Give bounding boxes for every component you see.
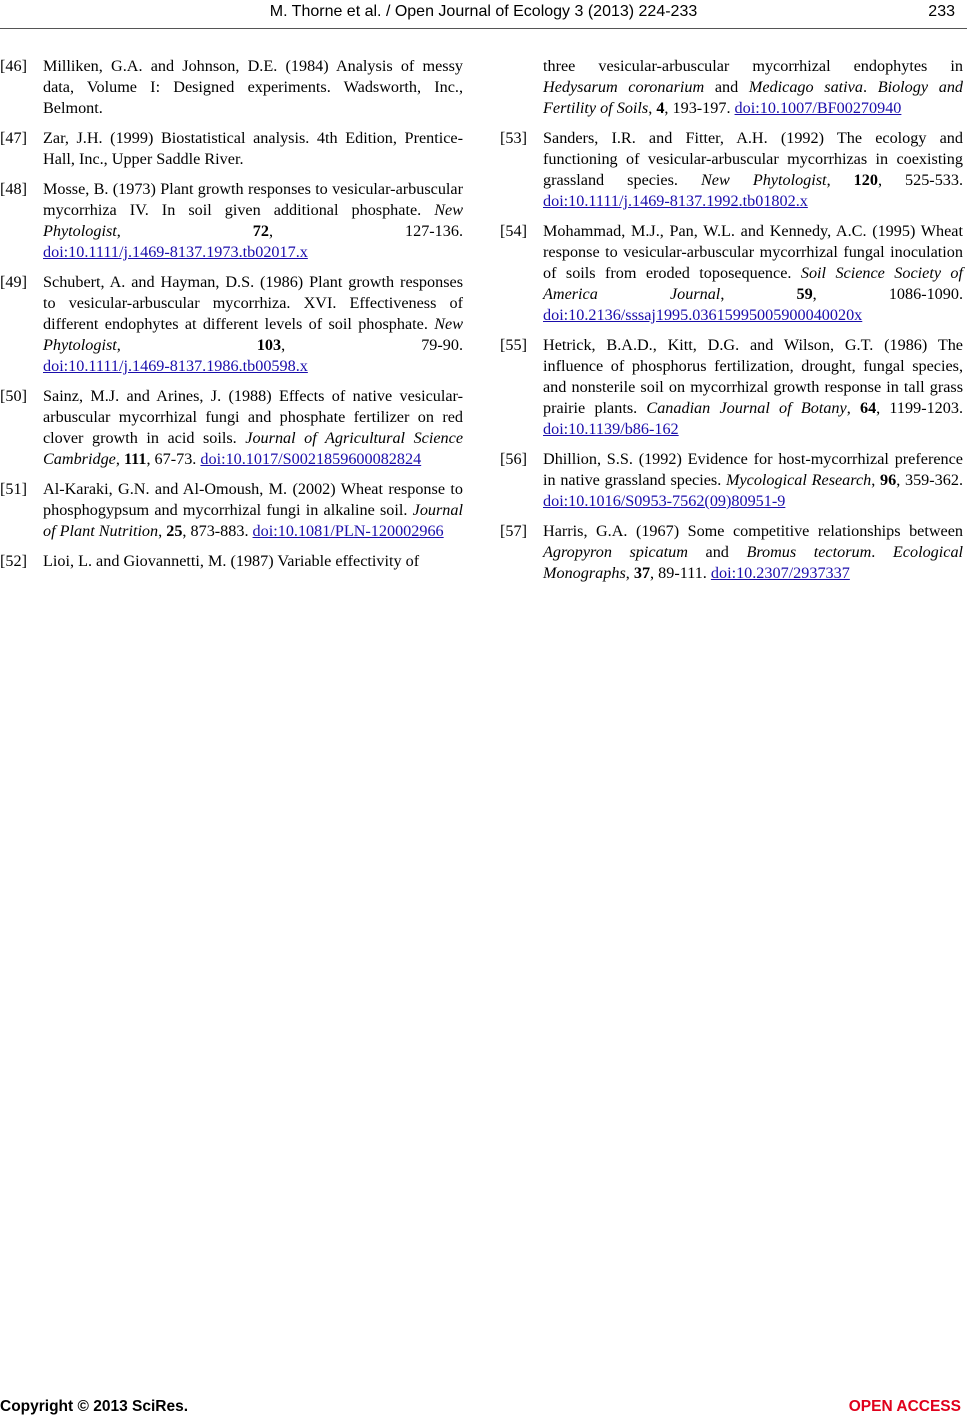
reference-entry	[500, 56, 963, 119]
reference-number: [55]	[500, 336, 527, 354]
reference-text: ,	[625, 564, 634, 582]
reference-text: ,	[871, 471, 881, 489]
reference-volume: 25	[166, 522, 183, 540]
reference-journal-title: Agropyron spicatum	[543, 543, 688, 561]
reference-volume: 64	[859, 399, 877, 417]
reference-number: [54]	[500, 222, 527, 240]
reference-text: ,	[648, 99, 657, 117]
reference-entry	[0, 56, 463, 119]
reference-journal-title: Mycological Research	[725, 471, 872, 489]
reference-entry	[0, 179, 463, 263]
reference-text: , 89-111.	[650, 564, 711, 582]
open-access-label: OPEN ACCESS	[848, 1398, 961, 1415]
running-header-title: M. Thorne et al. / Open Journal of Ecology 3 (2013) 224-233	[269, 3, 698, 20]
reference-volume: 37	[633, 564, 651, 582]
reference-text: ,	[826, 171, 854, 189]
doi-link[interactable]: doi:10.2307/2937337	[710, 564, 850, 582]
reference-journal-title: Medicago sativa	[748, 78, 863, 96]
reference-text: Al-Karaki, G.N. and Al-Omoush, M. (2002) Wheat response to phosphogypsum and mycorrhizal fungi in alkaline soil.	[43, 480, 463, 519]
reference-number: [48]	[0, 180, 27, 198]
page-number: 233	[928, 3, 955, 20]
reference-entry	[0, 272, 463, 377]
doi-link[interactable]: doi:10.1139/b86-162	[543, 420, 679, 438]
reference-journal-title: Ecological Monographs	[543, 543, 964, 582]
reference-text: ,	[158, 522, 167, 540]
reference-text: , 1199-1203.	[876, 399, 964, 417]
reference-text: .	[871, 543, 893, 561]
reference-number: [51]	[0, 480, 27, 498]
page-footer	[0, 1398, 967, 1416]
doi-link[interactable]: doi:10.1111/j.1469-8137.1986.tb00598.x	[43, 357, 308, 375]
doi-link[interactable]: doi:10.1016/S0953-7562(09)80951-9	[543, 492, 786, 510]
reference-text: ,	[115, 450, 124, 468]
reference-journal-title: Hedysarum coronarium	[543, 78, 705, 96]
reference-text: , 873-883.	[182, 522, 253, 540]
reference-entry	[500, 221, 963, 326]
doi-link[interactable]: doi:10.1081/PLN-120002966	[252, 522, 444, 540]
doi-link[interactable]: doi:10.1017/S0021859600082824	[200, 450, 422, 468]
reference-text: , 359-362.	[896, 471, 963, 489]
reference-entry	[0, 128, 463, 170]
reference-journal-title: New Phytologist	[43, 201, 463, 240]
reference-text: ,	[116, 222, 253, 240]
doi-link[interactable]: doi:10.2136/sssaj1995.03615995005900040020x	[543, 306, 863, 324]
reference-text: Lioi, L. and Giovannetti, M. (1987) Variable effectivity of	[43, 552, 420, 570]
doi-link[interactable]: doi:10.1111/j.1469-8137.1992.tb01802.x	[543, 192, 808, 210]
reference-volume: 4	[656, 99, 665, 117]
doi-link[interactable]: doi:10.1007/BF00270940	[734, 99, 902, 117]
reference-number: [52]	[0, 552, 27, 570]
reference-text: Sainz, M.J. and Arines, J. (1988) Effects of native vesicular-arbuscular mycorrhizal fungi and phosphate fertilizer on red clover growth in acid soils.	[43, 387, 463, 447]
reference-volume: 103	[256, 336, 282, 354]
reference-journal-title: New Phytologist	[43, 315, 463, 354]
reference-journal-title: Soil Science Society of America Journal	[543, 264, 964, 303]
reference-text: .	[862, 78, 878, 96]
reference-text: and	[704, 78, 749, 96]
reference-number: [50]	[0, 387, 27, 405]
reference-text: Harris, G.A. (1967) Some competitive relationships between	[543, 522, 963, 540]
running-header	[0, 0, 967, 29]
reference-volume: 72	[252, 222, 269, 240]
reference-number: [53]	[500, 129, 527, 147]
reference-text: , 79-90.	[281, 336, 463, 354]
reference-text: ,	[116, 336, 257, 354]
reference-entry	[0, 551, 463, 572]
reference-entry	[0, 479, 463, 542]
references-column-right	[500, 56, 963, 593]
reference-text: Mohammad, M.J., Pan, W.L. and Kennedy, A.C. (1995) Wheat response to vesicular-arbuscular mycorrhizal fungal inoculation of soils from eroded toposequence.	[543, 222, 963, 282]
reference-text: ,	[846, 399, 860, 417]
reference-number: [49]	[0, 273, 27, 291]
reference-volume: 96	[880, 471, 897, 489]
reference-entry	[500, 335, 963, 440]
references-column-left	[0, 56, 463, 581]
reference-text: Schubert, A. and Hayman, D.S. (1986) Plant growth responses to vesicular-arbuscular mycorrhiza. XVI. Effectiveness of different endophytes at different levels of soil phosphate.	[43, 273, 463, 333]
reference-text: , 193-197.	[664, 99, 735, 117]
reference-entry	[500, 128, 963, 212]
reference-number: [46]	[0, 57, 27, 75]
reference-text: , 67-73.	[146, 450, 201, 468]
reference-text: Sanders, I.R. and Fitter, A.H. (1992) The ecology and functioning of vesicular-arbuscular mycorrhizas in coexisting grassland species.	[543, 129, 963, 189]
doi-link[interactable]: doi:10.1111/j.1469-8137.1973.tb02017.x	[43, 243, 308, 261]
reference-number: [57]	[500, 522, 527, 540]
reference-text: , 127-136.	[268, 222, 463, 240]
reference-journal-title: Bromus tectorum	[746, 543, 872, 561]
reference-text: ,	[720, 285, 797, 303]
reference-text: Hetrick, B.A.D., Kitt, D.G. and Wilson, G.T. (1986) The influence of phosphorus fertilization, drought, fungal species, and nonsterile soil on mycorrhizal growth response in tall grass prairie plants.	[543, 336, 963, 417]
reference-journal-title: New Phytologist	[701, 171, 827, 189]
reference-journal-title: Journal of Plant Nutrition	[43, 501, 463, 540]
reference-volume: 111	[123, 450, 147, 468]
reference-text: Mosse, B. (1973) Plant growth responses to vesicular-arbuscular mycorrhiza IV. In soil given additional phosphate.	[43, 180, 463, 219]
reference-number: [47]	[0, 129, 27, 147]
reference-number: [56]	[500, 450, 527, 468]
reference-journal-title: Biology and Fertility of Soils	[543, 78, 964, 117]
reference-text: , 525-533.	[877, 171, 964, 189]
reference-entry	[500, 521, 963, 584]
reference-text: three vesicular-arbuscular mycorrhizal endophytes in	[543, 57, 963, 75]
reference-journal-title: Journal of Agricultural Science Cambridge	[43, 429, 464, 468]
reference-text: Zar, J.H. (1999) Biostatistical analysis. 4th Edition, Prentice-Hall, Inc., Upper Saddle River.	[43, 129, 463, 168]
reference-entry	[500, 449, 963, 512]
reference-volume: 59	[796, 285, 813, 303]
copyright-notice: Copyright © 2013 SciRes.	[0, 1398, 189, 1415]
reference-text: Dhillion, S.S. (1992) Evidence for host-mycorrhizal preference in native grassland species.	[543, 450, 963, 489]
reference-entry	[0, 386, 463, 470]
reference-text: Milliken, G.A. and Johnson, D.E. (1984) Analysis of messy data, Volume I: Designed experiments. Wadsworth, Inc., Belmont.	[43, 57, 463, 117]
reference-text: and	[687, 543, 747, 561]
reference-journal-title: Canadian Journal of Botany	[646, 399, 847, 417]
reference-volume: 120	[853, 171, 878, 189]
reference-text: , 1086-1090.	[812, 285, 963, 303]
